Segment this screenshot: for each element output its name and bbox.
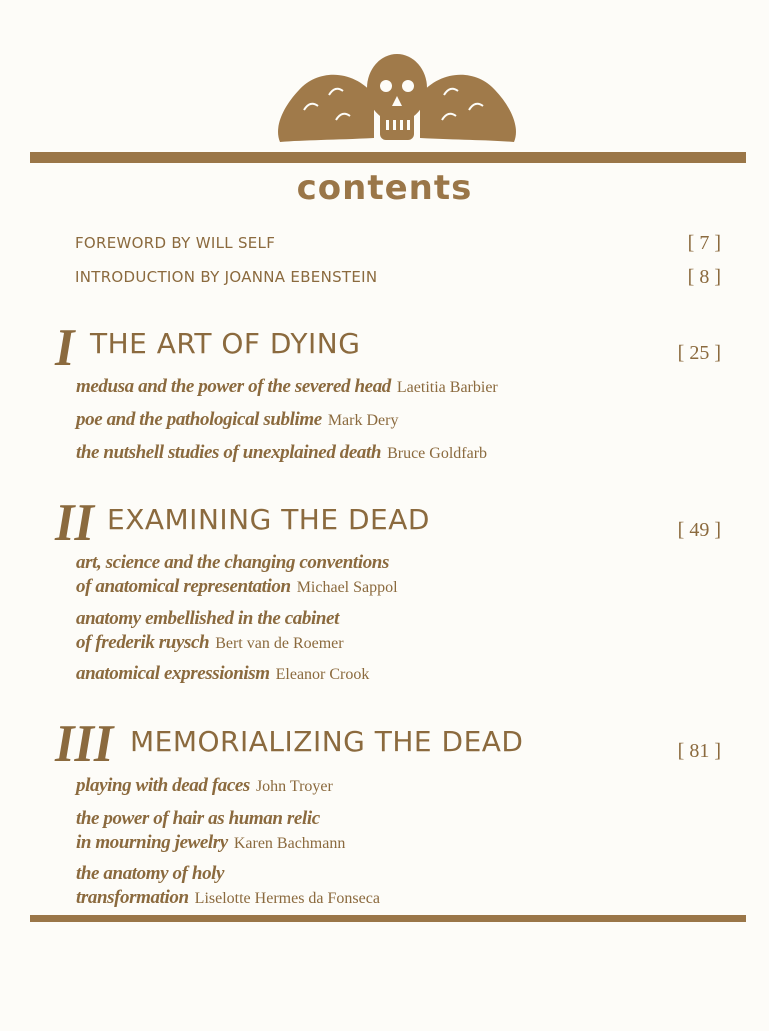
essay-author: John Troyer — [255, 778, 333, 795]
essay-entry — [76, 807, 345, 856]
essay-author: Bert van de Roemer — [215, 635, 344, 652]
essay-author: Laetitia Barbier — [396, 379, 498, 396]
introduction-entry: INTRODUCTION BY JOANNA EBENSTEIN — [75, 268, 378, 286]
part-1-numeral: I — [55, 317, 75, 377]
essay-author: Michael Sappol — [296, 579, 398, 596]
essay-title: playing with dead faces — [76, 775, 250, 796]
essay-author: Karen Bachmann — [233, 835, 346, 852]
essay-title: in mourning jewelry — [76, 832, 228, 853]
essay-title: of anatomical representation — [76, 576, 291, 597]
essay-title-line: anatomy embellished in the cabinet — [76, 608, 339, 629]
bottom-divider-rule — [30, 915, 746, 922]
essay-entry — [76, 375, 498, 400]
essay-entry — [76, 774, 333, 799]
foreword-entry: FOREWORD BY WILL SELF — [75, 234, 276, 252]
part-1-title: THE ART OF DYING — [90, 327, 361, 360]
essay-author: Mark Dery — [327, 412, 399, 429]
essay-entry — [76, 408, 398, 433]
foreword-page-number: [ 7 ] — [687, 232, 721, 254]
essay-entry — [76, 551, 398, 600]
essay-title: the nutshell studies of unexplained death — [76, 442, 382, 463]
essay-title-line: art, science and the changing conventions — [76, 552, 389, 573]
essay-author: Bruce Goldfarb — [387, 445, 488, 462]
winged-skull-ornament — [274, 50, 520, 150]
part-3-title: MEMORIALIZING THE DEAD — [130, 725, 524, 758]
part-3-page-number: [ 81 ] — [677, 740, 721, 762]
essay-title: medusa and the power of the severed head — [76, 376, 391, 397]
essay-title-line: the anatomy of holy — [76, 863, 225, 884]
essay-author: Eleanor Crook — [275, 666, 370, 683]
essay-entry — [76, 662, 369, 687]
essay-entry — [76, 441, 487, 466]
part-2-page-number: [ 49 ] — [677, 519, 721, 541]
introduction-page-number: [ 8 ] — [687, 266, 721, 288]
page-title: contents — [296, 168, 473, 208]
part-1-page-number: [ 25 ] — [677, 342, 721, 364]
essay-title: poe and the pathological sublime — [76, 409, 322, 430]
essay-title: transformation — [76, 887, 189, 908]
essay-entry — [76, 862, 380, 911]
essay-entry — [76, 607, 344, 656]
part-2-numeral: II — [55, 492, 94, 552]
essay-title-line: the power of hair as human relic — [76, 808, 320, 829]
essay-title: of frederik ruysch — [76, 632, 210, 653]
part-2-title: EXAMINING THE DEAD — [107, 503, 430, 536]
part-3-numeral: III — [55, 713, 114, 773]
essay-title: anatomical expressionism — [76, 663, 270, 684]
essay-author: Liselotte Hermes da Fonseca — [194, 890, 380, 907]
top-divider-rule — [30, 152, 746, 163]
